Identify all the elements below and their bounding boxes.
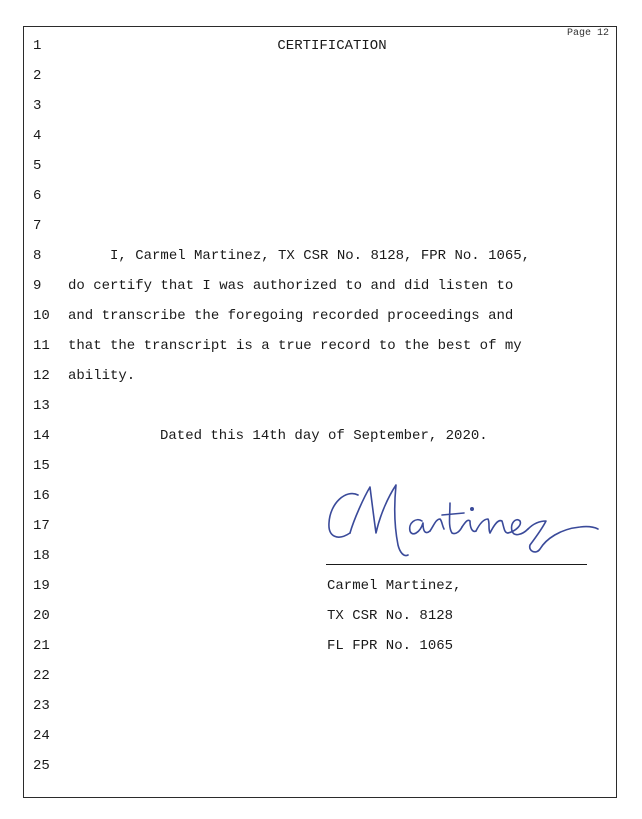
line-number: 14 — [33, 428, 50, 444]
line-number: 16 — [33, 488, 50, 504]
line-22 — [24, 668, 616, 698]
line-number: 13 — [33, 398, 50, 414]
line-number: 7 — [33, 218, 42, 234]
signature-stroke — [528, 521, 598, 552]
signature-stroke — [442, 513, 464, 515]
line-number: 6 — [33, 188, 42, 204]
line-number: 24 — [33, 728, 50, 744]
dated-line: Dated this 14th day of September, 2020. — [160, 428, 488, 444]
signature-stroke — [329, 494, 358, 537]
line-6 — [24, 188, 616, 218]
line-23 — [24, 698, 616, 728]
line-number: 12 — [33, 368, 50, 384]
line-number: 4 — [33, 128, 42, 144]
line-number: 11 — [33, 338, 50, 354]
line-4 — [24, 128, 616, 158]
line-number: 5 — [33, 158, 42, 174]
line-9 — [24, 278, 616, 308]
signature-image — [324, 475, 600, 565]
line-number: 1 — [33, 38, 42, 54]
signature-dot — [471, 508, 473, 510]
signature-line — [326, 564, 587, 565]
signature-stroke — [476, 519, 508, 533]
line-3 — [24, 98, 616, 128]
line-21 — [24, 638, 616, 668]
line-13 — [24, 398, 616, 428]
signer-fpr: FL FPR No. 1065 — [327, 638, 454, 654]
line-number: 17 — [33, 518, 50, 534]
line-7 — [24, 218, 616, 248]
signature-stroke — [508, 520, 528, 535]
body-text: do certify that I was authorized to and did listen to — [68, 278, 514, 294]
line-1 — [24, 38, 616, 68]
body-text: I, Carmel Martinez, TX CSR No. 8128, FPR No. 1065, — [68, 248, 531, 264]
line-number: 25 — [33, 758, 50, 774]
line-25 — [24, 758, 616, 788]
line-number: 19 — [33, 578, 50, 594]
line-2 — [24, 68, 616, 98]
signature-stroke — [410, 520, 430, 534]
line-19 — [24, 578, 616, 608]
line-number: 23 — [33, 698, 50, 714]
line-number: 18 — [33, 548, 50, 564]
line-number: 15 — [33, 458, 50, 474]
body-text: and transcribe the foregoing recorded proceedings and — [68, 308, 514, 324]
line-number: 20 — [33, 608, 50, 624]
line-11 — [24, 338, 616, 368]
line-number: 8 — [33, 248, 42, 264]
line-10 — [24, 308, 616, 338]
signer-name: Carmel Martinez, — [327, 578, 462, 594]
line-12 — [24, 368, 616, 398]
line-number: 21 — [33, 638, 50, 654]
body-text: that the transcript is a true record to the best of my — [68, 338, 522, 354]
line-20 — [24, 608, 616, 638]
line-number: 2 — [33, 68, 42, 84]
line-5 — [24, 158, 616, 188]
body-text: ability. — [68, 368, 136, 384]
line-number: 22 — [33, 668, 50, 684]
signature-stroke — [350, 485, 408, 556]
transcript-page — [23, 26, 617, 798]
page-title: CERTIFICATION — [277, 38, 387, 54]
line-8 — [24, 248, 616, 278]
signature-stroke — [462, 520, 476, 531]
line-number: 10 — [33, 308, 50, 324]
line-14 — [24, 428, 616, 458]
page-number: Page 12 — [566, 28, 609, 39]
line-number: 9 — [33, 278, 42, 294]
line-number: 3 — [33, 98, 42, 114]
line-24 — [24, 728, 616, 758]
signer-csr: TX CSR No. 8128 — [327, 608, 454, 624]
signature-stroke — [430, 519, 444, 531]
signature-stroke — [450, 503, 463, 534]
